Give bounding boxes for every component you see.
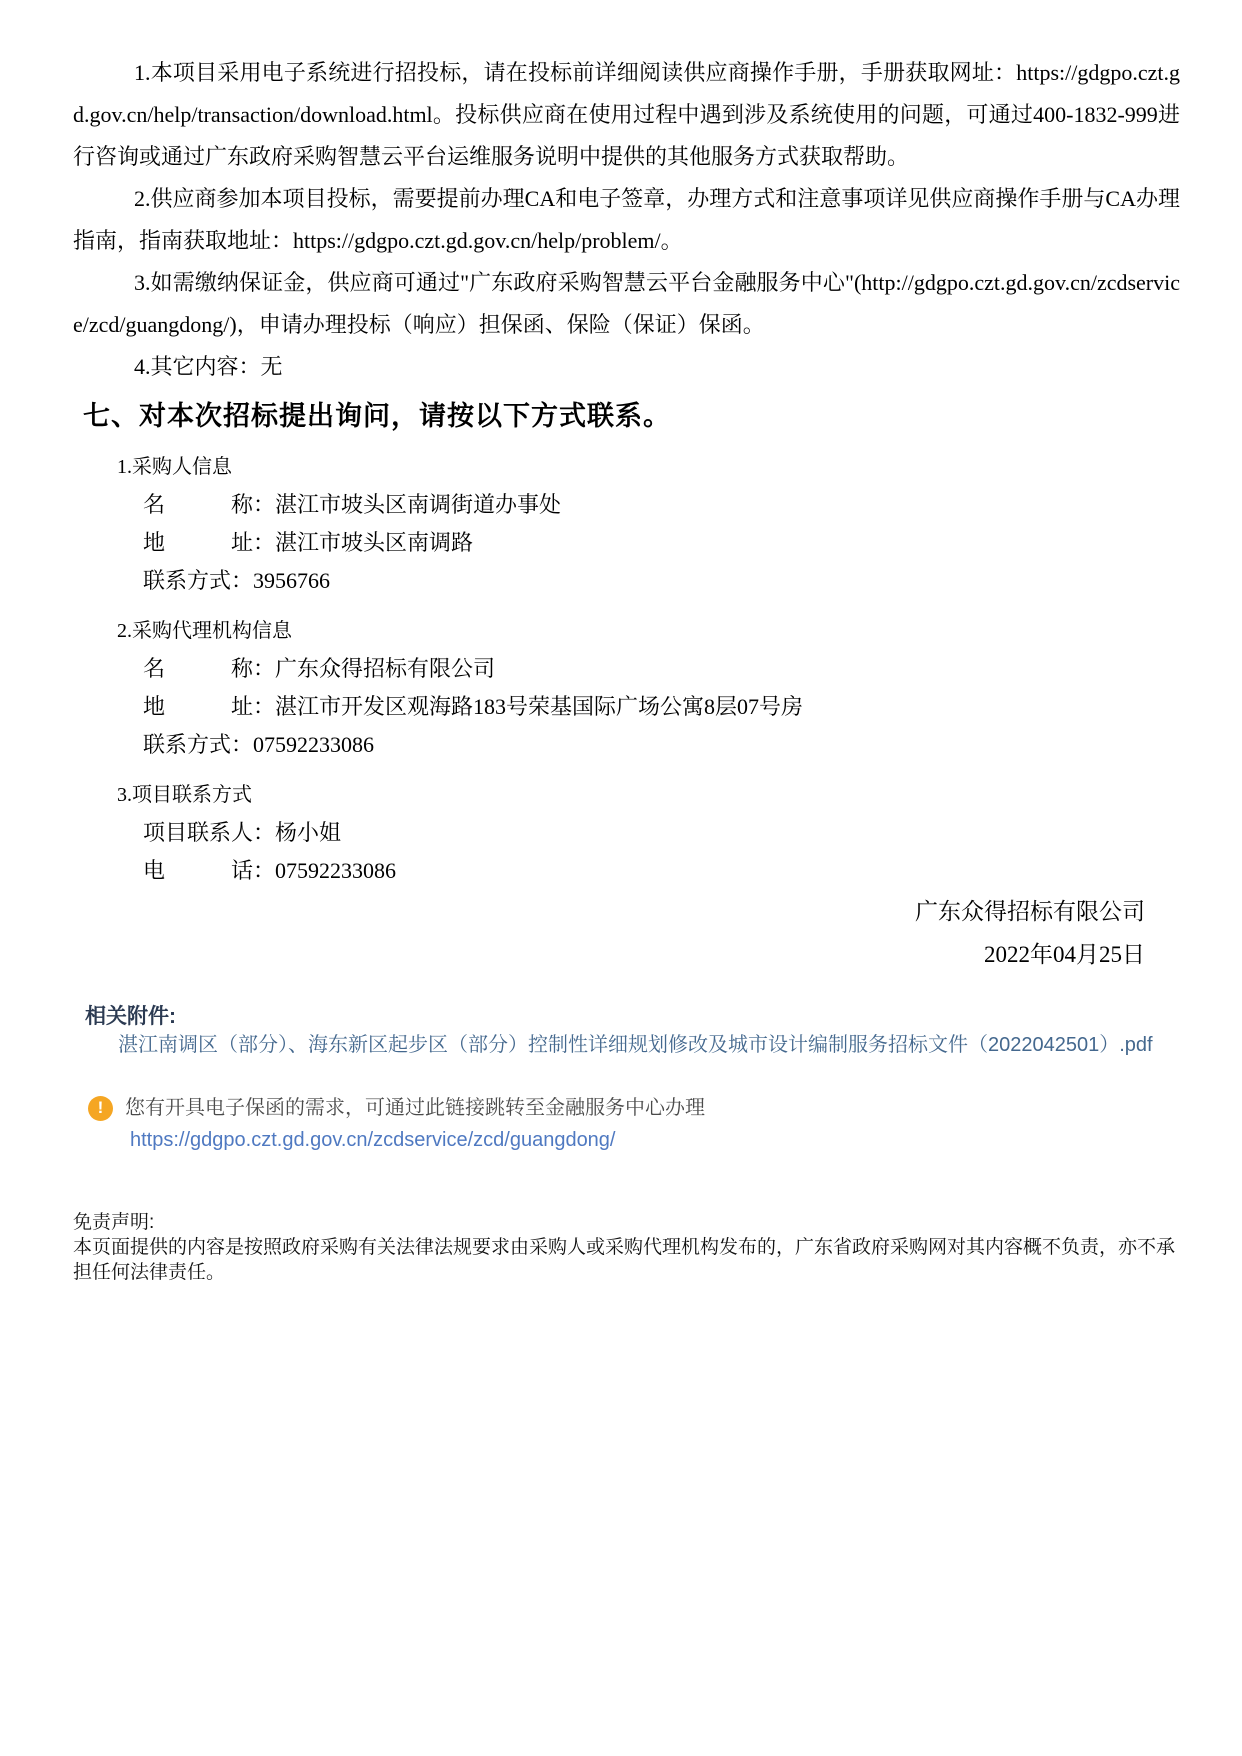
purchaser-info-group xyxy=(73,448,1180,600)
disclaimer-title: 免责声明: xyxy=(73,1212,155,1233)
agency-address-line: 地 址：湛江市开发区观海路183号荣基国际广场公寓8层07号房 xyxy=(143,694,804,719)
financial-service-center-link[interactable]: https://gdgpo.czt.gd.gov.cn/zcdservice/zcd/guangdong/ xyxy=(130,1129,616,1151)
signature-company: 广东众得招标有限公司 xyxy=(915,899,1145,924)
purchaser-info-title: 1.采购人信息 xyxy=(117,456,232,478)
e-guarantee-notice xyxy=(88,1094,1180,1154)
agency-name-line: 名 称：广东众得招标有限公司 xyxy=(143,656,496,681)
purchaser-address-line: 地 址：湛江市坡头区南调路 xyxy=(143,530,474,555)
agency-info-group xyxy=(73,612,1180,764)
disclaimer-text: 本页面提供的内容是按照政府采购有关法律法规要求由采购人或采购代理机构发布的，广东省政府采购网对其内容概不负责，亦不承担任何法律责任。 xyxy=(73,1237,1176,1283)
attachments-title: 相关附件: xyxy=(85,1005,176,1028)
paragraph-ca-esignature: 2.供应商参加本项目投标，需要提前办理CA和电子签章，办理方式和注意事项详见供应商操作手册与CA办理指南，指南获取地址：https://gdgpo.czt.gd.gov.cn/help/problem/。 xyxy=(73,186,1180,253)
announcement-body xyxy=(73,52,1180,976)
disclaimer-section xyxy=(73,1210,1180,1285)
paragraph-other-content: 4.其它内容：无 xyxy=(134,354,283,379)
paragraph-guarantee-deposit: 3.如需缴纳保证金，供应商可通过"广东政府采购智慧云平台金融服务中心"(http://gdgpo.czt.gd.gov.cn/zcdservice/zcd/guangdong/)，申请办理投标（响应）担保函、保险（保证）保函。 xyxy=(73,270,1180,337)
purchaser-name-line: 名 称：湛江市坡头区南调街道办事处 xyxy=(143,492,562,517)
notice-text: 您有开具电子保函的需求，可通过此链接跳转至金融服务中心办理 xyxy=(125,1097,705,1119)
purchaser-phone-line: 联系方式：3956766 xyxy=(143,568,331,593)
project-contact-group xyxy=(73,776,1180,890)
agency-info-title: 2.采购代理机构信息 xyxy=(117,620,292,642)
section-heading-inquiry-contact: 七、对本次招标提出询问，请按以下方式联系。 xyxy=(83,401,671,431)
related-attachments-section xyxy=(73,1004,1180,1058)
signature-date: 2022年04月25日 xyxy=(984,942,1145,967)
exclamation-icon: ! xyxy=(88,1096,113,1121)
agency-phone-line: 联系方式：07592233086 xyxy=(143,732,375,757)
project-contact-title: 3.项目联系方式 xyxy=(117,784,252,806)
notice-row xyxy=(88,1094,1180,1122)
project-contact-phone-line: 电 话：07592233086 xyxy=(143,858,397,883)
paragraph-electronic-bidding: 1.本项目采用电子系统进行招投标，请在投标前详细阅读供应商操作手册，手册获取网址：https://gdgpo.czt.gd.gov.cn/help/transaction/download.html。投标供应商在使用过程中遇到涉及系统使用的问题，可通过400-1832-999进行咨询或通过广东政府采购智慧云平台运维服务说明中提供的其他服务方式获取帮助。 xyxy=(73,60,1180,169)
project-contact-person-line: 项目联系人：杨小姐 xyxy=(143,820,342,845)
attachment-pdf-link[interactable]: 湛江南调区（部分）、海东新区起步区（部分）控制性详细规划修改及城市设计编制服务招标文件（2022042501）.pdf xyxy=(118,1034,1153,1056)
